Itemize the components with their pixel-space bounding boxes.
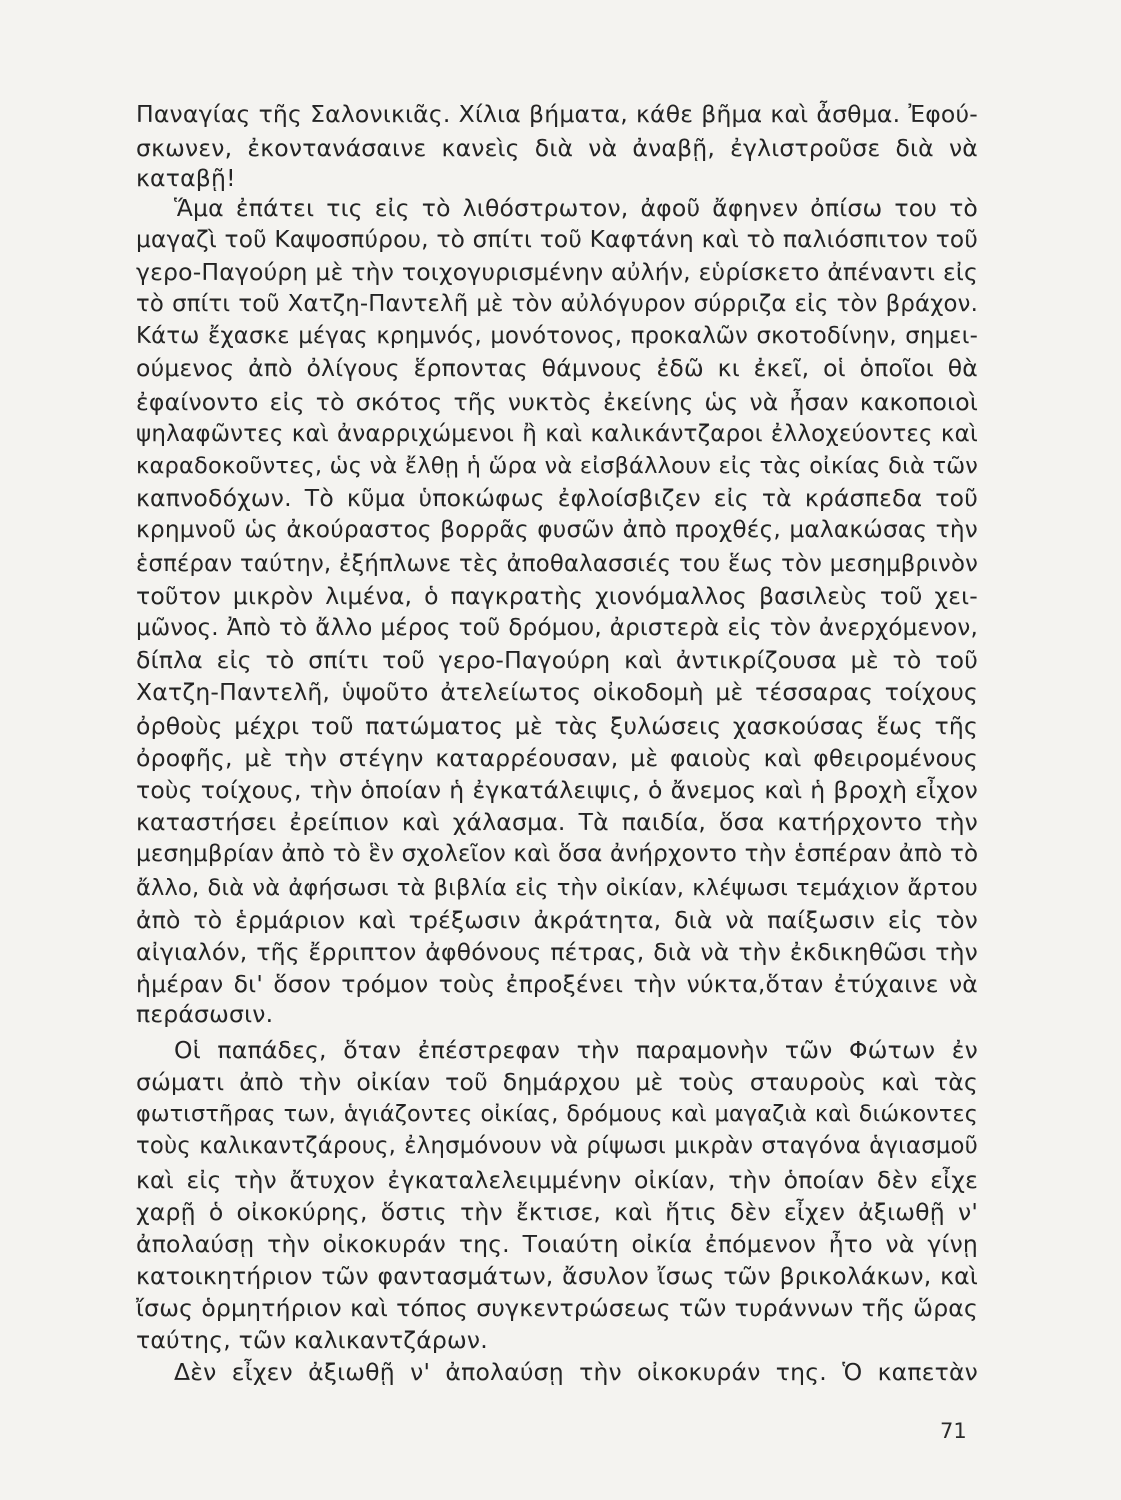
text-line: σώματι ἀπὸ τὴν οἰκίαν τοῦ δημάρχου μὲ τοὺς σταυροὺς καὶ τὰς [136,1068,978,1096]
text-line: ταύτης, τῶν καλικαντζάρων. [136,1326,488,1354]
text-line: μεσημβρίαν ἀπὸ τὸ ἓν σχολεῖον καὶ ὅσα ἀνήρχοντο τὴν ἑσπέραν ἀπὸ τὸ [136,841,979,867]
text-line: ούμενος ἀπὸ ὀλίγους ἕρποντας θάμνους ἐδῶ κι ἐκεῖ, οἱ ὁποῖοι θὰ [136,354,978,382]
text-line: δίπλα εἰς τὸ σπίτι τοῦ γερο-Παγούρη καὶ ἀντικρίζουσα μὲ τὸ τοῦ [136,646,978,674]
text-line: γερο-Παγούρη μὲ τὴν τοιχογυρισμένην αὐλήν, εὑρίσκετο ἀπέναντι εἰς [136,258,978,286]
text-line: τὸ σπίτι τοῦ Χατζη-Παντελῆ μὲ τὸν αὐλόγυρον σύρριζα εἰς τὸν βράχον. [136,291,978,317]
text-line: καταστήσει ἐρείπιον καὶ χάλασμα. Τὰ παιδία, ὅσα κατήρχοντο τὴν [136,808,978,836]
text-line: μαγαζὶ τοῦ Καψοσπύρου, τὸ σπίτι τοῦ Καφτάνη καὶ τὸ παλιόσπιτον τοῦ [136,226,978,253]
text-line: σκωνεν, ἐκοντανάσαινε κανεὶς διὰ νὰ ἀναβῇ, ἐγλιστροῦσε διὰ νὰ [136,134,978,162]
text-line: ἀπολαύσῃ τὴν οἰκοκυράν της. Τοιαύτη οἰκία ἐπόμενον ἦτο νὰ γίνῃ [136,1230,978,1258]
text-line: Χατζη-Παντελῆ, ὑψοῦτο ἀτελείωτος οἰκοδομὴ μὲ τέσσαρας τοίχους [136,678,978,706]
text-line: Οἱ παπάδες, ὅταν ἐπέστρεφαν τὴν παραμονὴν τῶν Φώτων ἐν [174,1036,978,1064]
text-line: τοὺς τοίχους, τὴν ὁποίαν ἡ ἐγκατάλειψις, ὁ ἄνεμος καὶ ἡ βροχὴ εἶχον [136,776,978,804]
text-line: ἐφαίνοντο εἰς τὸ σκότος τῆς νυκτὸς ἐκείνης ὡς νὰ ἦσαν κακοποιοὶ [136,388,978,416]
text-line: τοῦτον μικρὸν λιμένα, ὁ παγκρατὴς χιονόμαλλος βασιλεὺς τοῦ χει- [136,582,978,610]
text-line: Κάτω ἔχασκε μέγας κρημνός, μονότονος, προκαλῶν σκοτοδίνην, σημει- [136,323,978,349]
text-line: Δὲν εἶχεν ἀξιωθῇ ν' ἀπολαύσῃ τὴν οἰκοκυράν της. Ὁ καπετὰν [174,1358,978,1386]
text-line: καραδοκοῦντες, ὡς νὰ ἔλθῃ ἡ ὥρα νὰ εἰσβάλλουν εἰς τὰς οἰκίας διὰ τῶν [136,453,978,479]
text-line: τοὺς καλικαντζάρους, ἐλησμόνουν νὰ ρίψωσι μικρὰν σταγόνα ἁγιασμοῦ [136,1133,978,1159]
text-line: ἡμέραν δι' ὅσον τρόμον τοὺς ἐπροξένει τὴν νύκτα,ὅταν ἐτύχαινε νὰ [136,970,978,998]
text-line: χαρῇ ὁ οἰκοκύρης, ὅστις τὴν ἔκτισε, καὶ ἥτις δὲν εἶχεν ἀξιωθῇ ν' [136,1198,978,1226]
text-line: ψηλαφῶντες καὶ ἀναρριχώμενοι ἢ καὶ καλικάντζαροι ἐλλοχεύοντες καὶ [136,421,978,447]
text-line: ἑσπέραν ταύτην, ἐξήπλωνε τὲς ἀποθαλασσιές του ἕως τὸν μεσημβρινὸν [136,551,978,577]
text-line: ἀπὸ τὸ ἑρμάριον καὶ τρέξωσιν ἀκράτητα, διὰ νὰ παίξωσιν εἰς τὸν [136,906,978,934]
page-number: 71 [940,1419,967,1443]
text-line: ὀροφῆς, μὲ τὴν στέγην καταρρέουσαν, μὲ φαιοὺς καὶ φθειρομένους [136,744,978,772]
text-line: ἄλλο, διὰ νὰ ἀφήσωσι τὰ βιβλία εἰς τὴν οἰκίαν, κλέψωσι τεμάχιον ἄρτου [136,875,978,901]
text-line: ἴσως ὁρμητήριον καὶ τόπος συγκεντρώσεως τῶν τυράννων τῆς ὥρας [136,1294,978,1322]
text-line: φωτιστῆρας των, ἁγιάζοντες οἰκίας, δρόμους καὶ μαγαζιὰ καὶ διώκοντες [136,1101,978,1127]
text-line: κατοικητήριον τῶν φαντασμάτων, ἄσυλον ἴσως τῶν βρικολάκων, καὶ [136,1262,978,1290]
text-line: καταβῇ! [136,164,236,192]
text-line: περάσωσιν. [136,1000,274,1028]
text-line: Ἅμα ἐπάτει τις εἰς τὸ λιθόστρωτον, ἀφοῦ ἄφηνεν ὀπίσω του τὸ [174,194,978,222]
text-line: ὀρθοὺς μέχρι τοῦ πατώματος μὲ τὰς ξυλώσεις χασκούσας ἕως τῆς [136,712,978,740]
text-line: κρημνοῦ ὡς ἀκούραστος βορρᾶς φυσῶν ἀπὸ προχθές, μαλακώσας τὴν [136,516,978,543]
text-line: μῶνος. Ἀπὸ τὸ ἄλλο μέρος τοῦ δρόμου, ἀριστερὰ εἰς τὸν ἀνερχόμενον, [136,615,978,641]
text-line: καπνοδόχων. Τὸ κῦμα ὑποκώφως ἐφλοίσβιζεν εἰς τὰ κράσπεδα τοῦ [136,484,978,512]
text-line: Παναγίας τῆς Σαλονικιᾶς. Χίλια βήματα, κάθε βῆμα καὶ ἆσθμα. Ἐφού- [136,100,978,128]
text-line: καὶ εἰς τὴν ἄτυχον ἐγκαταλελειμμένην οἰκίαν, τὴν ὁποίαν δὲν εἶχε [136,1166,978,1194]
text-line: αἰγιαλόν, τῆς ἔρριπτον ἀφθόνους πέτρας, διὰ νὰ τὴν ἐκδικηθῶσι τὴν [136,938,978,966]
